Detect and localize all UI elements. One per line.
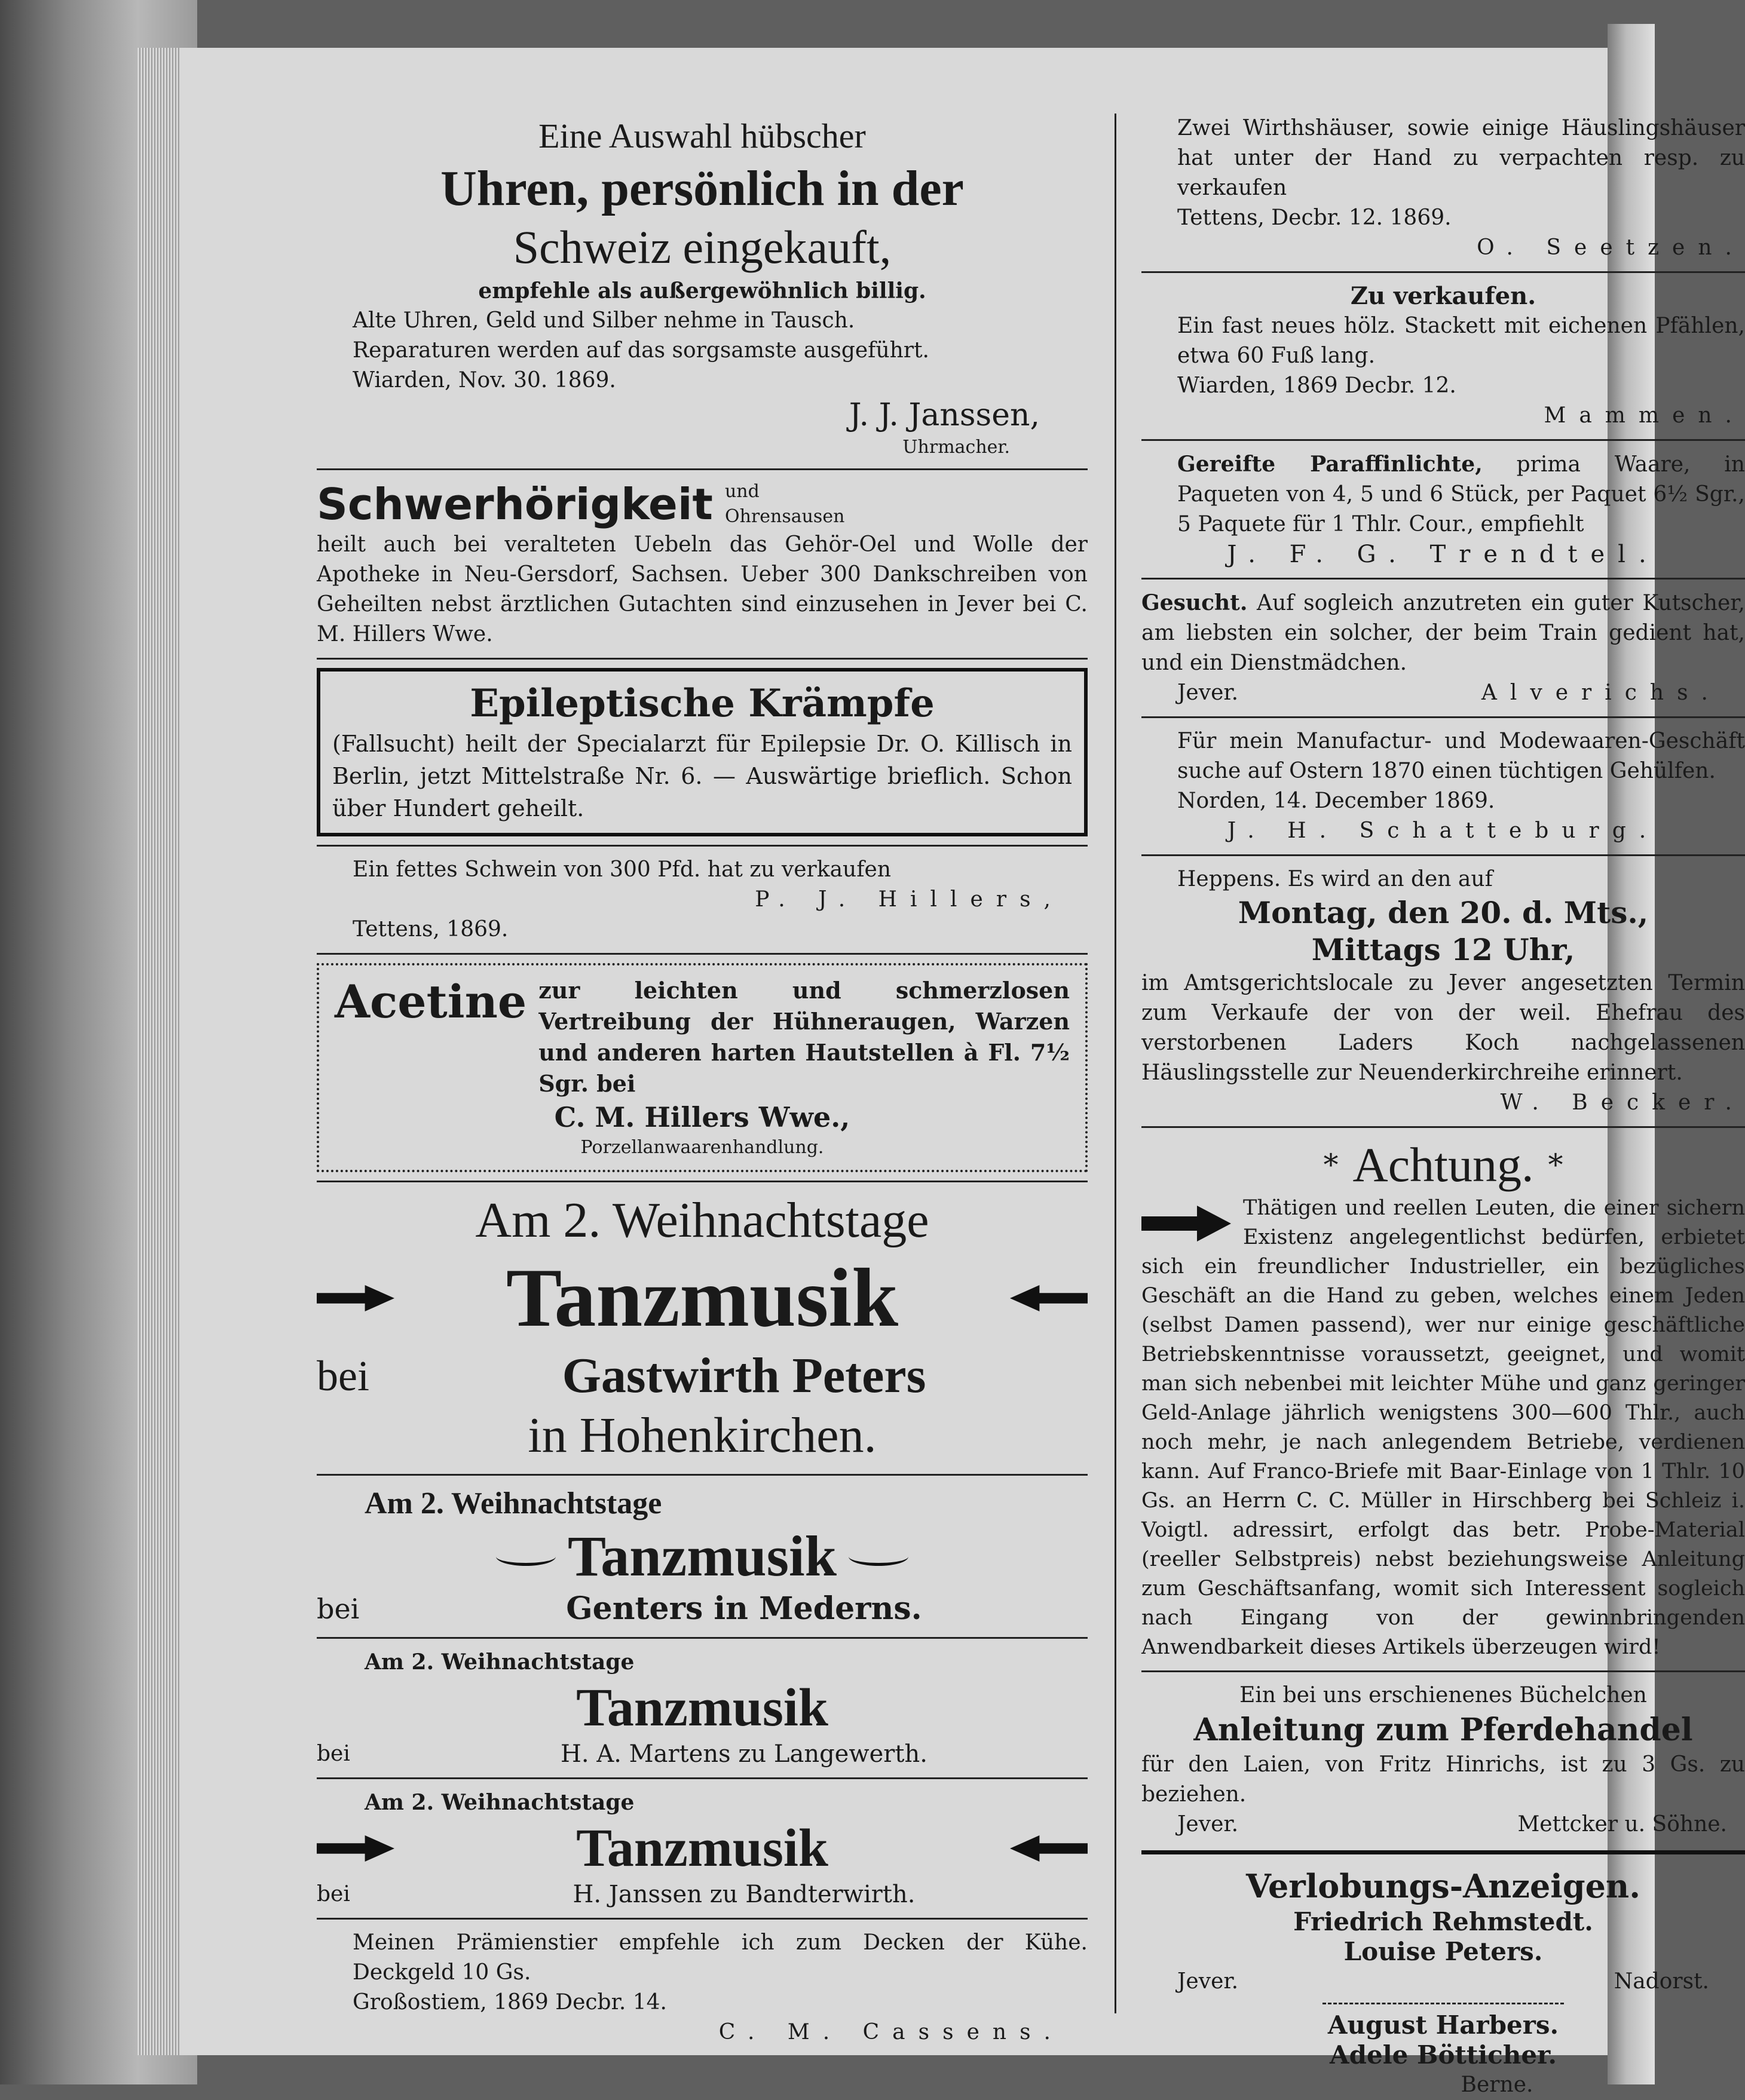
- ad-tanzmusik-janssen: [317, 1788, 1088, 1909]
- rule: [1141, 854, 1745, 856]
- ad-gesucht: [1141, 588, 1745, 708]
- heppens-line2: Montag, den 20. d. Mts.,: [1238, 895, 1649, 930]
- ad-acetine: [317, 963, 1088, 1172]
- schwein-body: Ein fettes Schwein von 300 Pfd. hat zu verkaufen: [353, 857, 892, 882]
- rule-thick: [1141, 1850, 1745, 1854]
- pferde-place: Jever.: [1177, 1812, 1239, 1837]
- tanz4-line1: Am 2. Weihnachtstage: [365, 1790, 635, 1815]
- verlob-head: Verlobungs-Anzeigen.: [1246, 1867, 1640, 1905]
- tanz1-line4: in Hohenkirchen.: [528, 1408, 877, 1463]
- rule: [1141, 716, 1745, 718]
- newspaper-page: [179, 48, 1745, 2097]
- tanz4-line3: H. Janssen zu Bandterwirth.: [573, 1881, 916, 1908]
- stier-place: Großostiem, 1869 Decbr. 14.: [353, 1990, 667, 2015]
- schwer-head: Schwerhörigkeit: [317, 479, 713, 529]
- column-divider: [1115, 114, 1116, 2013]
- ad-heppens: [1141, 864, 1745, 1118]
- acetine-body: zur leichten und schmerzlosen Vertreibung der Hühneraugen, Warzen und anderen harten Hautstellen à Fl. 7½ Sgr. bei: [538, 977, 1070, 1097]
- verk-place: Wiarden, 1869 Decbr. 12.: [1177, 373, 1456, 398]
- ad-epilepsie: [317, 668, 1088, 836]
- ad-tanzmusik-genters: [317, 1484, 1088, 1629]
- uhren-trade: Uhrmacher.: [902, 437, 1010, 458]
- ad-tanzmusik-martens: [317, 1647, 1088, 1769]
- pferde-name: Mettcker u. Söhne.: [1517, 1812, 1727, 1837]
- wirth-name: O. Seetzen.: [1477, 235, 1745, 260]
- rule: [317, 468, 1088, 470]
- heppens-name: W. Becker.: [1500, 1090, 1745, 1115]
- verk-body: Ein fast neues hölz. Stackett mit eichenen Pfählen, etwa 60 Fuß lang.: [1177, 314, 1745, 368]
- pferde-line1: Ein bei uns erschienenes Büchelchen: [1239, 1683, 1647, 1707]
- achtung-head: Achtung.: [1352, 1138, 1534, 1192]
- tanz4-line2: Tanzmusik: [576, 1819, 828, 1878]
- schwer-body: heilt auch bei veralteten Uebeln das Gehör-Oel und Wolle der Apotheke in Neu-Gersdorf, Sachsen. Ueber 300 Dankschreiben von Geheilten nebst ärztlichen Gutachten sind einzusehen in Jever bei C. M. Hillers Wwe.: [317, 532, 1088, 646]
- tanz1-bei: bei: [317, 1352, 369, 1400]
- rule: [317, 658, 1088, 660]
- ad-praemienstier: [317, 1928, 1088, 2047]
- gesucht-head: Gesucht.: [1141, 590, 1248, 615]
- rule: [317, 953, 1088, 955]
- acetine-head: Acetine: [335, 975, 527, 1028]
- ad-paraffinlichte: [1141, 449, 1745, 569]
- gesucht-name: Alverichs.: [1481, 680, 1721, 705]
- acetine-name: C. M. Hillers Wwe.,: [554, 1101, 850, 1133]
- rule: [1141, 271, 1745, 273]
- tanz1-line3: Gastwirth Peters: [562, 1348, 926, 1403]
- uhren-line2: Uhren, persönlich in der: [440, 161, 964, 216]
- paraff-body: prima Waare, in Paqueten von 4, 5 und 6 Stück, per Paquet 6½ Sgr., 5 Paquete für 1 Thlr. Cour., empfiehlt: [1177, 452, 1745, 537]
- pointing-hand-right-icon: [317, 1835, 394, 1862]
- manu-name: J. H. Schatteburg.: [1227, 818, 1660, 843]
- manu-body: Für mein Manufactur- und Modewaaren-Geschäft suche auf Ostern 1870 einen tüchtigen Gehülfen.: [1177, 729, 1745, 783]
- uhren-line3: Schweiz eingekauft,: [513, 221, 892, 273]
- tanz1-line2: Tanzmusik: [506, 1252, 899, 1344]
- rule: [1141, 1126, 1745, 1128]
- flourish-right-icon: [849, 1547, 908, 1566]
- epi-body: (Fallsucht) heilt der Specialarzt für Epilepsie Dr. O. Killisch in Berlin, jetzt Mittelstraße Nr. 6. — Auswärtige brieflich. Schon über Hundert geheilt.: [332, 731, 1072, 821]
- ad-achtung: [1141, 1136, 1745, 1662]
- stier-name: C. M. Cassens.: [718, 2020, 1064, 2044]
- manu-place: Norden, 14. December 1869.: [1177, 789, 1495, 813]
- dashed-rule: [1322, 2003, 1564, 2004]
- schwein-name: P. J. Hillers,: [755, 887, 1064, 912]
- heppens-line1: Heppens. Es wird an den auf: [1177, 867, 1493, 891]
- ad-schwein: [317, 855, 1088, 945]
- uhren-line1: Eine Auswahl hübscher: [538, 117, 866, 155]
- pferde-head: Anleitung zum Pferdehandel: [1193, 1712, 1693, 1748]
- schwer-head-small: und Ohrensausen: [724, 481, 845, 527]
- ad-pferdehandel: [1141, 1681, 1745, 1840]
- rule: [317, 845, 1088, 847]
- right-column: [1141, 114, 1745, 2100]
- ad-manufactur: [1141, 726, 1745, 846]
- gesucht-place: Jever.: [1177, 680, 1239, 705]
- uhren-line6: Reparaturen werden auf das sorgsamste ausgeführt.: [353, 338, 929, 363]
- ad-schwerhoerigkeit: [317, 479, 1088, 649]
- paraff-name: J. F. G. Trendtel.: [1227, 541, 1660, 568]
- uhren-line4: empfehle als außergewöhnlich billig.: [478, 278, 926, 303]
- tanz3-line2: Tanzmusik: [576, 1678, 828, 1737]
- verlob-place2: Nadorst.: [1614, 1969, 1709, 1994]
- rule: [1141, 439, 1745, 441]
- paraff-head: Gereifte Paraffinlichte,: [1177, 452, 1483, 477]
- uhren-place: Wiarden, Nov. 30. 1869.: [353, 368, 616, 393]
- verlob-couple2-b: Adele Bötticher.: [1330, 2040, 1557, 2070]
- tanz2-line2: Tanzmusik: [568, 1524, 837, 1588]
- ad-tanzmusik-peters: [317, 1191, 1088, 1466]
- rule: [1141, 578, 1745, 580]
- uhren-line5: Alte Uhren, Geld und Silber nehme in Tausch.: [353, 308, 855, 333]
- tanz3-line3: H. A. Martens zu Langewerth.: [561, 1740, 927, 1768]
- rule: [317, 1918, 1088, 1920]
- gesucht-body: Auf sogleich anzutreten ein guter Kutscher, am liebsten ein solcher, der beim Train gedient hat, und ein Dienstmädchen.: [1141, 591, 1745, 675]
- verlob-place1: Jever.: [1177, 1969, 1239, 1994]
- tanz4-bei: bei: [317, 1882, 350, 1906]
- rule: [317, 1474, 1088, 1476]
- pferde-body: für den Laien, von Fritz Hinrichs, ist zu 3 Gs. zu beziehen.: [1141, 1752, 1745, 1807]
- wirth-place: Tettens, Decbr. 12. 1869.: [1177, 206, 1452, 230]
- tanz1-line1: Am 2. Weihnachtstage: [475, 1192, 929, 1248]
- wirth-body: Zwei Wirthshäuser, sowie einige Häuslingshäuser hat unter der Hand zu verpachten resp. zu verkaufen: [1177, 116, 1745, 200]
- heppens-body: im Amtsgerichtslocale zu Jever angesetzten Termin zum Verkaufe der von der weil. Ehefrau des verstorbenen Laders Koch nachgelassenen Häuslingsstelle zur Neuenderkirchreihe erinnert.: [1141, 971, 1745, 1085]
- rule: [317, 1637, 1088, 1639]
- star-icon: *: [1323, 1148, 1339, 1182]
- verlob-couple2-a: August Harbers.: [1327, 2010, 1559, 2040]
- epi-head: Epileptische Krämpfe: [470, 681, 935, 726]
- verlob-couple1-a: Friedrich Rehmstedt.: [1293, 1907, 1593, 1936]
- pointing-hand-left-icon: [1010, 1285, 1088, 1311]
- rule: [1141, 1670, 1745, 1672]
- left-column: [317, 114, 1088, 2047]
- uhren-name: J. J. Janssen,: [849, 397, 1040, 433]
- verk-head: Zu verkaufen.: [1350, 282, 1536, 310]
- flourish-left-icon: [496, 1547, 556, 1566]
- verlob-place3: Berne.: [1461, 2073, 1533, 2097]
- tanz3-line1: Am 2. Weihnachtstage: [365, 1650, 635, 1675]
- tanz2-line3: Genters in Mederns.: [566, 1590, 922, 1627]
- ad-uhren: [317, 114, 1088, 460]
- stier-body: Meinen Prämienstier empfehle ich zum Decken der Kühe. Deckgeld 10 Gs.: [353, 1930, 1088, 1985]
- tanz3-bei: bei: [317, 1742, 350, 1766]
- verk-name: Mammen.: [1544, 403, 1745, 428]
- achtung-body: Thätigen und reellen Leuten, die einer sichern Existenz angelegentlichst bedürfen, erbietet sich ein freundlicher Industrieller, ein bezügliches Geschäft an die Hand zu geben, welches einem Jeden (selbst Damen passend), wer nur einige geschäftliche Betriebskenntnisse voraussetzt, geeignet, und womit man sich nebenbei mit leichter Mühe und ganz geringer Geld-Anlage jährlich wenigstens 300—600 Thlr., auch noch mehr, je nach anlegendem Betriebe, verdienen kann. Auf Franco-Briefe mit Baar-Einlage von 1 Thlr. 10 Gs. an Herrn C. C. Müller in Hirschberg bei Schleiz i. Voigtl. adressirt, erfolgt das betr. Probe-Material (reeller Selbstpreis) nebst beziehungsweise Anleitung zum Geschäftsanfang, womit sich Interessent sogleich nach Eingang von der gewinnbringenden Anwendbarkeit dieses Artikels überzeugen wird!: [1141, 1196, 1745, 1659]
- acetine-trade: Porzellanwaarenhandlung.: [580, 1137, 824, 1158]
- heppens-line3: Mittags 12 Uhr,: [1311, 932, 1575, 967]
- pointing-hand-right-icon: [317, 1285, 394, 1311]
- verlob-couple1-b: Louise Peters.: [1343, 1937, 1543, 1966]
- ad-verlobung: [1141, 1865, 1745, 2100]
- tanz2-line1: Am 2. Weihnachtstage: [365, 1486, 662, 1520]
- rule: [317, 1777, 1088, 1779]
- star-icon: *: [1548, 1148, 1563, 1182]
- schwein-place: Tettens, 1869.: [353, 917, 509, 942]
- ad-wirthshaeuser: [1141, 114, 1745, 263]
- ad-zu-verkaufen: [1141, 281, 1745, 431]
- rule: [317, 1181, 1088, 1182]
- pointing-hand-left-icon: [1010, 1835, 1088, 1862]
- tanz2-bei: bei: [317, 1593, 360, 1625]
